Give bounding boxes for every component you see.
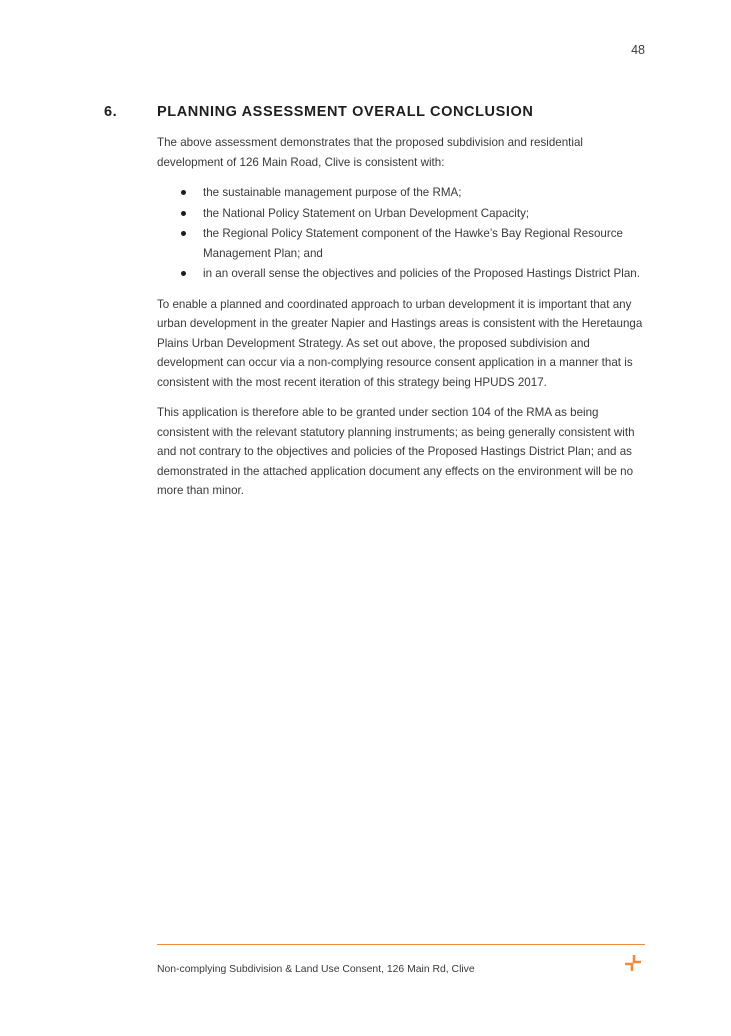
bullet-list [157, 183, 648, 284]
bullet-item [157, 204, 648, 224]
bullet-item-text: the sustainable management purpose of the RMA; [203, 186, 462, 199]
footer-text: Non-complying Subdivision & Land Use Consent, 126 Main Rd, Clive [157, 964, 475, 975]
bullet-item-text: the Regional Policy Statement component of the Hawke’s Bay Regional Resource Management Plan; and [203, 227, 623, 260]
conclusion-paragraph: This application is therefore able to be granted under section 104 of the RMA as being consistent with the relevant statutory planning instruments; as being generally consistent with and not contrary to the objectives and policies of the Proposed Hastings District Plan; and as demonstrated in the attached application document any effects on the environment will be no more than minor. [157, 406, 635, 497]
bullet-item-text: in an overall sense the objectives and policies of the Proposed Hastings District Plan. [203, 267, 640, 280]
intro-paragraph: The above assessment demonstrates that the proposed subdivision and residential development of 126 Main Road, Clive is consistent with: [157, 136, 584, 169]
bullet-dot-icon [181, 231, 186, 236]
hpuds-paragraph: To enable a planned and coordinated approach to urban development it is important that any urban development in the greater Napier and Hastings areas is consistent with the Heretaunga Plains Urban Development Strategy. As set out above, the proposed subdivision and development can occur via a non-complying resource consent application in a manner that is consistent with the most recent iteration of this strategy being HPUDS 2017. [157, 297, 643, 389]
section-title: PLANNING ASSESSMENT OVERALL CONCLUSION [157, 104, 534, 120]
page-number: 48 [631, 43, 645, 57]
bullet-item [157, 224, 648, 263]
corner-brackets-logo-icon [624, 954, 642, 972]
bullet-dot-icon [181, 211, 186, 216]
document-body [157, 133, 648, 512]
bullet-item [157, 264, 648, 284]
bullet-dot-icon [181, 190, 186, 195]
footer-rule [157, 944, 645, 945]
section-number: 6. [104, 104, 118, 120]
bullet-dot-icon [181, 271, 186, 276]
section-heading [104, 104, 664, 120]
bullet-item-text: the National Policy Statement on Urban Development Capacity; [203, 206, 530, 220]
bullet-item [157, 183, 648, 203]
